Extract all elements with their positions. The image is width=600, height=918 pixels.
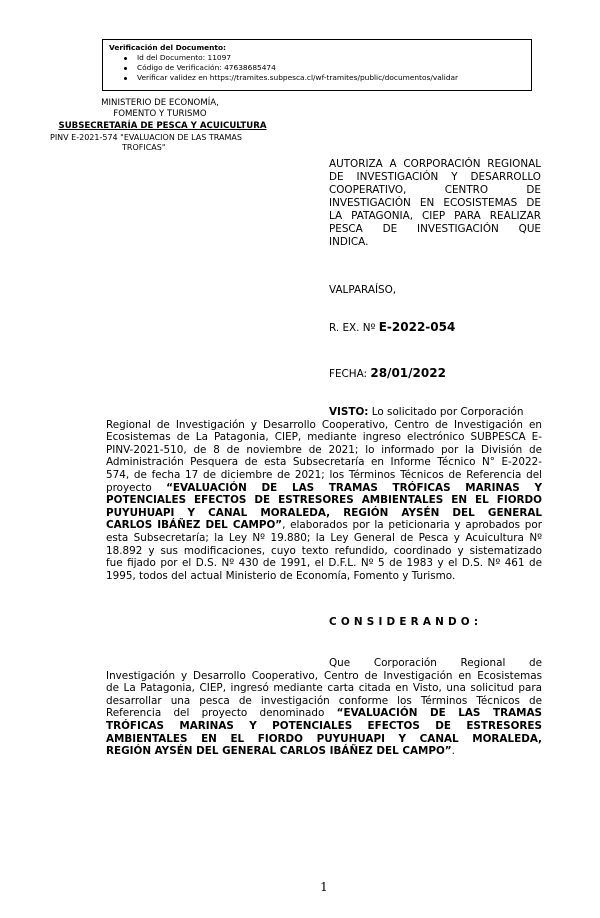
ministry-line-1: MINISTERIO DE ECONOMÍA, [101, 98, 219, 108]
visto-line: PINV-2021-510, de 8 de noviembre de 2021; lo informado por la División de [106, 443, 542, 456]
verification-box [102, 39, 532, 91]
subsecretaria-name: SUBSECRETARÍA DE PESCA Y ACUICULTURA [58, 121, 267, 131]
project-title: PUYUHUAPI Y CANAL MORALEDA, REGIÓN AYSÉN DEL GENERAL [106, 506, 542, 519]
summary-line: INDICA. [329, 236, 369, 248]
visto-line: Ecosistemas de La Patagonia, CIEP, mediante ingreso electrónico SUBPESCA E- [106, 431, 542, 444]
resolution-summary [329, 158, 541, 249]
visto-line: 18.892 y sus modificaciones, cuyo texto refundido, coordinado y sistematizado [106, 544, 542, 557]
date-value: 28/01/2022 [370, 366, 446, 380]
visto-line: 574, de fecha 17 de diciembre de 2021; los Términos Técnicos de Referencia del [106, 468, 542, 481]
considerando-line [106, 745, 542, 758]
summary-line: DE INVESTIGACIÓN Y DESARROLLO [329, 171, 541, 183]
verification-title: Verificación del Documento: [109, 43, 226, 52]
visto-line [106, 494, 542, 507]
considerando-heading: CONSIDERANDO: [329, 616, 483, 628]
considerando-line: Investigación y Desarrollo Cooperativo, Centro de Investigación en Ecosistemas [106, 669, 542, 682]
pinv-reference [50, 133, 290, 153]
project-title: TRÓFICAS MARINAS Y POTENCIALES EFECTOS DE ESTRESORES [106, 719, 542, 732]
place: VALPARAÍSO, [329, 284, 397, 296]
visto-text: Lo solicitado por Corporación [368, 406, 524, 418]
project-title: REGIÓN AYSÉN DEL GENERAL CARLOS IBÁÑEZ DEL CAMPO” [106, 745, 452, 758]
verification-item-link[interactable]: Verificar validez en https://tramites.subpesca.cl/wf-tramites/public/documentos/validar [137, 73, 525, 83]
visto-line: Regional de Investigación y Desarrollo Cooperativo, Centro de Investigación en [106, 418, 542, 431]
summary-line: LA PATAGONIA, CIEP PARA REALIZAR [329, 210, 541, 222]
considerando-line: Que Corporación Regional de [329, 657, 542, 669]
considerando-line [106, 707, 542, 720]
visto-line: 1995, todos del actual Ministerio de Economía, Fomento y Turismo. [106, 569, 456, 582]
visto-line [106, 482, 542, 495]
summary-line: AUTORIZA A CORPORACIÓN REGIONAL [329, 158, 541, 170]
summary-line: COOPERATIVO, CENTRO DE [329, 184, 541, 196]
visto-line [106, 507, 542, 520]
verification-item-code: Código de Verificación: 47638685474 [137, 63, 525, 73]
considerando-text: . [451, 745, 455, 758]
ministry-line-2: FOMENTO Y TURISMO [113, 109, 207, 119]
ministry-header [60, 98, 260, 120]
resolution-date [329, 367, 446, 381]
pinv-line-2: TROFICAS" [122, 143, 166, 152]
verification-item-id: Id del Documento: 11097 [137, 53, 525, 63]
visto-line [106, 519, 542, 532]
visto-text: proyecto [106, 481, 167, 494]
visto-paragraph [106, 406, 542, 582]
considerando-line: desarrollar una pesca de investigación conforme los Términos Técnicos de [106, 694, 542, 707]
visto-line: fue fijado por el D.S. Nº 430 de 1991, el D.F.L. Nº 5 de 1983 y el D.S. Nº 461 de [106, 557, 542, 570]
summary-line: INVESTIGACIÓN EN ECOSISTEMAS DE [329, 197, 541, 209]
visto-line: Administración Pesquera de esta Subsecretaría en Informe Técnico N° E-2022- [106, 456, 542, 469]
project-title: “EVALUACIÓN DE LAS TRAMAS [336, 707, 542, 720]
considerando-line [106, 720, 542, 733]
project-title: CARLOS IBÁÑEZ DEL CAMPO” [106, 519, 283, 532]
verification-list [109, 53, 525, 83]
project-title: “EVALUACIÓN DE LAS TRAMAS TRÓFICAS MARINAS Y [166, 481, 542, 494]
considerando-line [106, 733, 542, 746]
visto-line: esta Subsecretaría; la Ley Nº 19.880; la Ley General de Pesca y Acuicultura Nº [106, 531, 542, 544]
project-title: AMBIENTALES EN EL FIORDO PUYUHUAPI Y CANAL MORALEDA, [106, 732, 542, 745]
resolution-value: E-2022-054 [378, 320, 456, 334]
pinv-line-1: PINV E-2021-574 "EVALUACION DE LAS TRAMAS [50, 133, 242, 142]
considerando-text: Referencia del proyecto denominado [106, 707, 337, 720]
visto-label: VISTO: [329, 406, 369, 418]
visto-line [106, 406, 542, 419]
resolution-number [329, 321, 455, 335]
visto-text: , elaborados por la peticionaria y aprobados por [282, 519, 542, 532]
project-title: POTENCIALES EFECTOS DE ESTRESORES AMBIENTALES EN EL FIORDO [106, 494, 542, 507]
considerando-paragraph [106, 657, 542, 758]
resolution-label: R. EX. Nº [329, 322, 376, 334]
date-label: FECHA: [329, 368, 368, 380]
considerando-line: de La Patagonia, CIEP, ingresó mediante carta citada en Visto, una solicitud para [106, 682, 542, 695]
page-number: 1 [320, 880, 328, 894]
summary-line: PESCA DE INVESTIGACIÓN QUE [329, 223, 541, 235]
